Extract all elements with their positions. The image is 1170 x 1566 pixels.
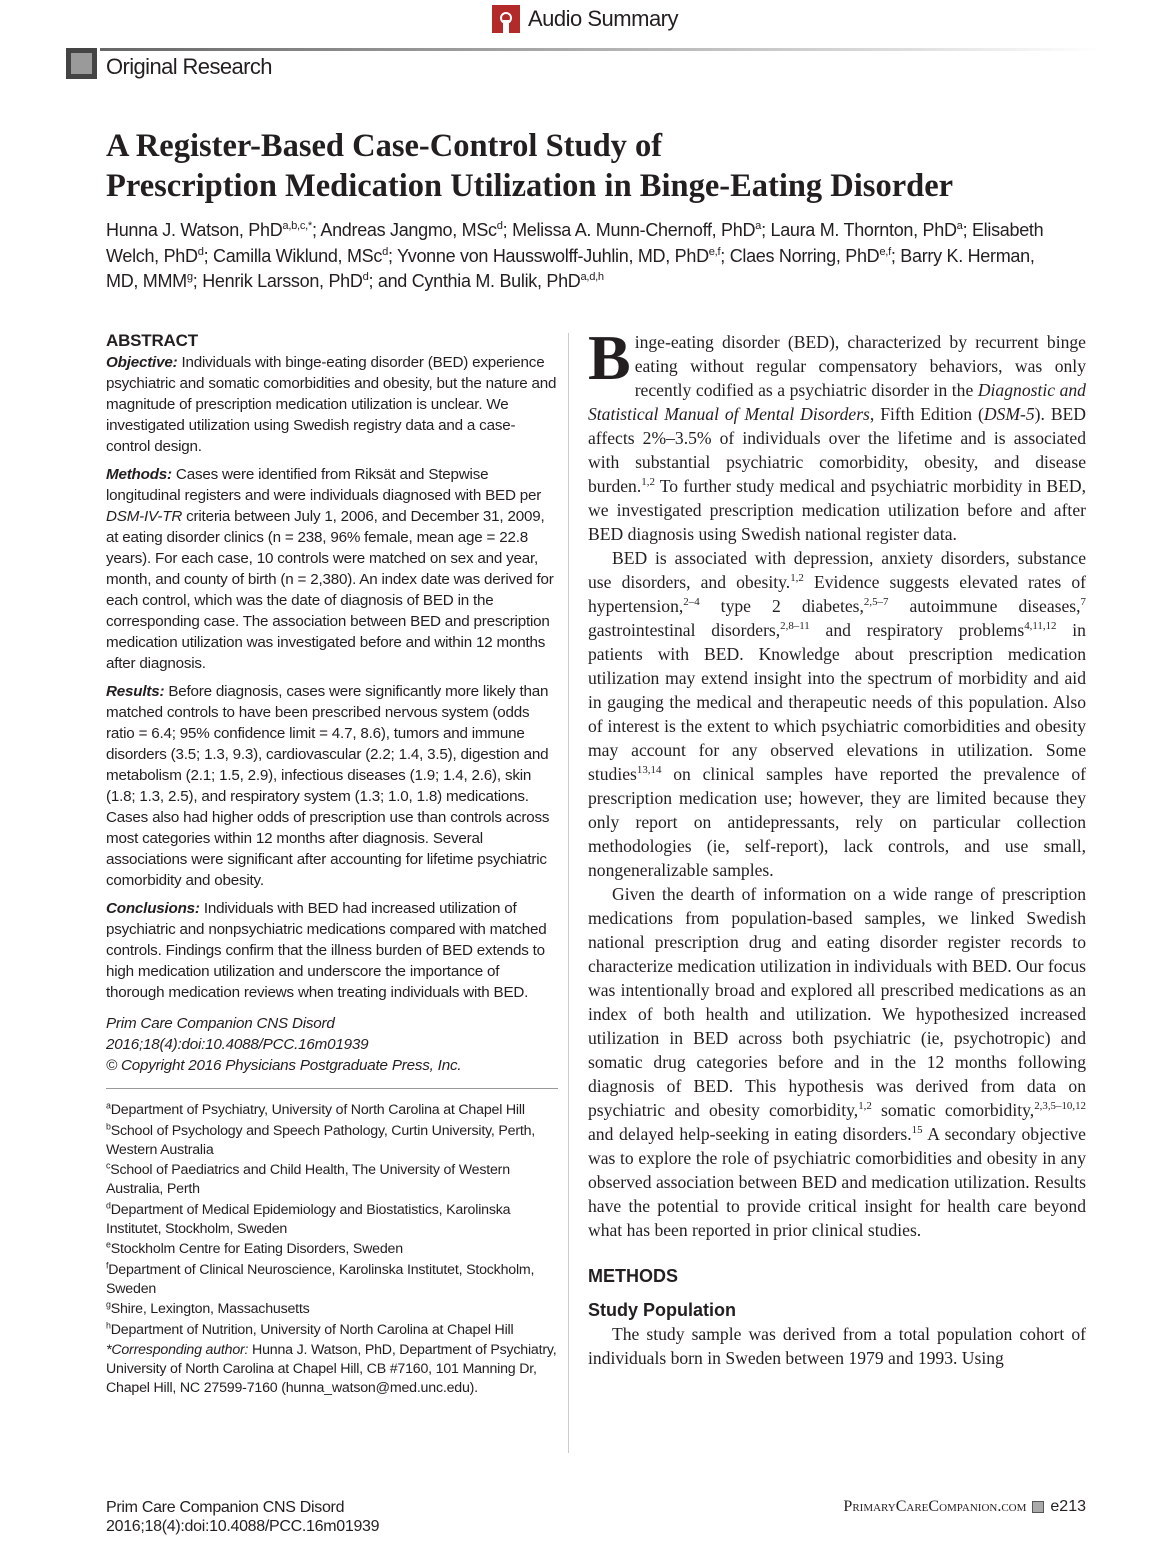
- divider: [106, 1088, 558, 1089]
- methods-heading: METHODS: [588, 1266, 678, 1286]
- text-segment: BED is associated with depression, anxiety disorders, substance use disorders, and obesity.: [588, 548, 1086, 592]
- footer-citation: [106, 1498, 379, 1536]
- affiliation-text: Shire, Lexington, Massachusetts: [110, 1301, 310, 1317]
- author-affiliation-superscript: a: [956, 220, 963, 232]
- separator: ;: [720, 245, 730, 266]
- affiliations: [106, 1101, 558, 1340]
- column-divider: [568, 333, 569, 1453]
- author-affiliation-superscript: d: [382, 245, 388, 258]
- author-name: Camilla Wiklund, MSc: [213, 245, 383, 266]
- reference-superscript: 1,2: [858, 1100, 872, 1113]
- affiliation: [106, 1300, 558, 1319]
- author-name: Cynthia M. Bulik, PhD: [411, 271, 581, 291]
- separator: ;: [761, 220, 771, 240]
- author-list: [106, 218, 1066, 295]
- affiliation-text: Department of Medical Epidemiology and Biostatistics, Karolinska Institutet, Stockholm, Sweden: [106, 1201, 511, 1237]
- body-column: [588, 322, 1087, 1370]
- text-segment: somatic comorbidity,: [871, 1100, 1035, 1120]
- reference-superscript: 1,2: [641, 476, 655, 489]
- footer-right: [843, 1498, 1086, 1516]
- affiliation-letter: a: [106, 1100, 111, 1111]
- author-name: Claes Norring, PhD: [729, 245, 880, 266]
- drop-cap: B: [588, 322, 631, 393]
- author-name: Barry K. Herman, MD, MMM: [106, 245, 1035, 291]
- separator: ;: [203, 245, 214, 266]
- author-affiliation-superscript: d: [496, 220, 503, 232]
- author-affiliation-superscript: e,f: [708, 245, 721, 258]
- abstract-section: [106, 681, 558, 891]
- reference-superscript: 4,11,12: [1024, 620, 1057, 633]
- square-bullet-icon: [1032, 1501, 1044, 1513]
- abstract-section: [106, 352, 558, 457]
- section-marker-icon: [66, 48, 97, 79]
- separator: ; and: [368, 271, 412, 291]
- text-segment: on clinical samples have reported the prevalence of prescription medication use; however, they are limited because they only report on antidepressants, rely on particular collection methodologies (ie, self-report), lack controls, and use small, nongeneralizable samples.: [588, 764, 1086, 880]
- author-affiliation-superscript: e,f: [879, 245, 891, 258]
- reference-superscript: 15: [911, 1124, 923, 1137]
- affiliation-text: School of Paediatrics and Child Health, The University of Western Australia, Perth: [106, 1162, 510, 1197]
- abstract-label: Methods:: [106, 466, 172, 483]
- text-segment: Evidence suggests elevated rates of hypertension,: [588, 572, 1087, 616]
- audio-summary-button[interactable]: [492, 5, 678, 33]
- author-affiliation-superscript: a,d,h: [580, 271, 604, 283]
- reference-superscript: 2,3,5–10,12: [1034, 1100, 1086, 1113]
- affiliation-letter: g: [106, 1299, 111, 1310]
- study-population-heading: Study Population: [588, 1300, 736, 1320]
- author-affiliation-superscript: d: [362, 271, 369, 283]
- text-segment: , Fifth Edition (: [869, 404, 984, 424]
- author-affiliation-superscript: a: [755, 220, 762, 232]
- footer-site-link[interactable]: PrimaryCareCompanion.com: [843, 1498, 1027, 1515]
- abstract-text: Before diagnosis, cases were significantly more likely than matched controls to have been prescribed nervous system (odds ratio = 6.4; 95% confidence limit = 4.7, 8.6), tumors and immune disorders (3.5; 1.3, 9.3), cardiovascular (2.2; 1.4, 3.5), digestion and metabolism (2.1; 1.5, 2.9), infectious diseases (1.9; 1.4, 2.6), skin (1.8; 1.3, 2.5), and respiratory system (1.3; 1.0, 1.8) medications. Cases also had higher odds of prescription use than controls across most categories within 12 months after diagnosis. Several associations were significant after accounting for lifetime psychiatric comorbidity and obesity.: [106, 683, 550, 889]
- author-name: Hunna J. Watson, PhD: [106, 220, 283, 240]
- author-name: Laura M. Thornton, PhD: [770, 220, 957, 240]
- separator: ;: [502, 220, 513, 240]
- article-title: [106, 126, 953, 206]
- affiliation-text: Stockholm Centre for Eating Disorders, Sweden: [110, 1241, 403, 1257]
- body-paragraph: [588, 322, 1087, 546]
- affiliation-letter: h: [106, 1319, 111, 1330]
- intro-paragraphs: [588, 322, 1087, 1242]
- citation-doi: 2016;18(4):doi:10.4088/PCC.16m01939: [106, 1036, 369, 1053]
- affiliation-letter: c: [106, 1160, 111, 1171]
- text-segment: and delayed help-seeking in eating disorders.: [588, 1124, 912, 1144]
- text-segment: DSM-5: [983, 404, 1035, 424]
- body-paragraph: The study sample was derived from a total population cohort of individuals born in Sweden between 1979 and 1993. Using: [588, 1324, 1086, 1368]
- author-name: Melissa A. Munn-Chernoff, PhD: [512, 220, 756, 240]
- text-segment: ). BED affects 2%–3.5% of individuals over the lifetime and is associated with substantial psychiatric comorbidity, obesity, and disease burden.: [588, 404, 1087, 496]
- text-segment: inge-eating disorder (BED), characterized by recurrent binge eating without regular compensatory behaviors, was only recently codified as a psychiatric disorder in the: [634, 332, 1086, 400]
- reference-superscript: 7: [1080, 596, 1086, 609]
- abstract-column: [106, 330, 558, 1398]
- affiliation-letter: e: [106, 1239, 111, 1250]
- separator: ;: [387, 245, 398, 266]
- separator: ;: [890, 245, 901, 266]
- separator: ;: [311, 220, 321, 240]
- affiliation-text: Department of Clinical Neuroscience, Karolinska Institutet, Stockholm, Sweden: [106, 1261, 535, 1297]
- corresponding-author: [106, 1341, 558, 1398]
- abstract-heading: ABSTRACT: [106, 331, 198, 350]
- reference-superscript: 2,5–7: [863, 596, 889, 609]
- author-affiliation-superscript: d: [197, 245, 204, 258]
- body-paragraph: [588, 882, 1086, 1242]
- affiliation: [106, 1240, 558, 1259]
- audio-icon: [492, 5, 520, 33]
- affiliation: [106, 1161, 558, 1199]
- author-name: Henrik Larsson, PhD: [202, 271, 363, 291]
- affiliation-text: Department of Nutrition, University of North Carolina at Chapel Hill: [110, 1321, 514, 1338]
- text-segment: Cases were identified from Riksät and Stepwise longitudinal registers and were individuals diagnosed with BED per: [106, 466, 542, 504]
- affiliation-letter: d: [106, 1199, 111, 1210]
- citation-copyright: © Copyright 2016 Physicians Postgraduate Press, Inc.: [106, 1057, 462, 1074]
- affiliation: [106, 1321, 558, 1340]
- reference-superscript: 2–4: [683, 596, 700, 609]
- separator: ;: [962, 220, 972, 240]
- abstract-sections: [106, 352, 558, 1003]
- affiliation: [106, 1261, 558, 1299]
- text-segment: and respiratory problems: [809, 620, 1025, 640]
- text-segment: gastrointestinal disorders,: [588, 620, 781, 640]
- header-rule: [100, 48, 1100, 51]
- affiliation: [106, 1122, 558, 1160]
- affiliation: [106, 1201, 558, 1239]
- corresponding-text: Hunna J. Watson, PhD, Department of Psychiatry, University of North Carolina at Chapel Hill, CB #7160, 101 Manning Dr, Chapel Hill, NC 27599-7160 (hunna_watson@med.unc.edu).: [106, 1342, 557, 1396]
- citation-journal: Prim Care Companion CNS Disord: [106, 1015, 335, 1032]
- page-number: e213: [1050, 1498, 1086, 1515]
- text-segment: criteria between July 1, 2006, and December 31, 2009, at eating disorder clinics (n = 238, 96% female, mean age = 22.8 years). For each case, 10 controls were matched on sex and year, month, and county of birth (n = 2,380). An index date was derived for each control, which was the date of diagnosis of BED in the corresponding case. The association between BED and prescription medication utilization was investigated before and within 12 months after diagnosis.: [106, 508, 554, 672]
- text-segment: DSM-IV-TR: [106, 508, 183, 525]
- reference-superscript: 1,2: [790, 572, 804, 585]
- author-name: Yvonne von Hausswolff-Juhlin, MD, PhD: [397, 245, 709, 266]
- affiliation-letter: b: [106, 1120, 111, 1131]
- reference-superscript: 2,8–11: [780, 620, 810, 633]
- author-name: Elisabeth Welch, PhD: [106, 220, 1044, 266]
- text-segment: autoimmune diseases,: [888, 596, 1081, 616]
- reference-superscript: 13,14: [636, 764, 662, 777]
- text-segment: A secondary objective was to explore the role of psychiatric comorbidities and obesity in any observed association between BED and medication utilization. Results have the potential to provide critical insight for health care beyond what has been reported in prior clinical studies.: [588, 1124, 1086, 1240]
- abstract-label: Results:: [106, 683, 165, 700]
- affiliation-letter: f: [106, 1259, 109, 1270]
- abstract-section: [106, 464, 558, 674]
- text-segment: in patients with BED. Knowledge about prescription medication utilization may extend insight into the spectrum of morbidity and aid in gauging the medical and therapeutic needs of this population. Also of interest is the extent to which psychiatric comorbidities and obesity may account for any observed elevations in utilization. Some studies: [588, 620, 1086, 784]
- citation: [106, 1013, 558, 1076]
- separator: ;: [192, 271, 203, 291]
- title-line: Prescription Medication Utilization in Binge-Eating Disorder: [106, 168, 954, 204]
- text-segment: Diagnostic and Statistical Manual of Mental Disorders: [588, 380, 1086, 424]
- footer-journal: Prim Care Companion CNS Disord: [106, 1499, 345, 1516]
- audio-summary-label: Audio Summary: [528, 6, 679, 31]
- abstract-section: [106, 898, 558, 1003]
- footer-doi: 2016;18(4):doi:10.4088/PCC.16m01939: [106, 1518, 380, 1535]
- affiliation-text: Department of Psychiatry, University of North Carolina at Chapel Hill: [110, 1102, 525, 1118]
- title-line: A Register-Based Case-Control Study of: [106, 128, 663, 164]
- affiliation: [106, 1101, 558, 1120]
- abstract-text: Individuals with BED had increased utilization of psychiatric and nonpsychiatric medications compared with matched controls. Findings confirm that the illness burden of BED extends to high medication utilization and underscore the importance of thorough medication reviews when treating individuals with BED.: [106, 900, 547, 1001]
- body-paragraph: [588, 546, 1086, 882]
- text-segment: To further study medical and psychiatric morbidity in BED, we investigated prescription medication utilization before and after BED diagnosis using Swedish national register data.: [588, 476, 1086, 544]
- abstract-label: Conclusions:: [106, 900, 200, 917]
- text-segment: Given the dearth of information on a wide range of prescription medications from population-based samples, we linked Swedish national prescription drug and eating disorder register records to characterize medication utilization in individuals with BED. Our focus was intentionally broad and explored all prescribed medications as an index of both health and utilization. We hypothesized increased utilization in BED across both psychiatric (ie, psychotropic) and somatic drug categories before and in the 12 months following diagnosis of BED. This hypothesis was derived from data on psychiatric and obesity comorbidity,: [588, 884, 1086, 1120]
- section-label: Original Research: [106, 54, 272, 79]
- author-name: Andreas Jangmo, MSc: [320, 220, 497, 240]
- author-affiliation-superscript: a,b,c,*: [282, 220, 312, 232]
- affiliation-text: School of Psychology and Speech Pathology, Curtin University, Perth, Western Australia: [106, 1122, 536, 1158]
- abstract-label: Objective:: [106, 354, 178, 371]
- author-affiliation-superscript: g: [186, 271, 193, 283]
- abstract-text: Individuals with binge-eating disorder (BED) experience psychiatric and somatic comorbidities and obesity, but the nature and magnitude of prescription medication utilization is unclear. We investigated utilization using Swedish registry data and a case-control design.: [106, 354, 557, 455]
- corresponding-label: *Corresponding author:: [106, 1342, 249, 1358]
- text-segment: type 2 diabetes,: [699, 596, 864, 616]
